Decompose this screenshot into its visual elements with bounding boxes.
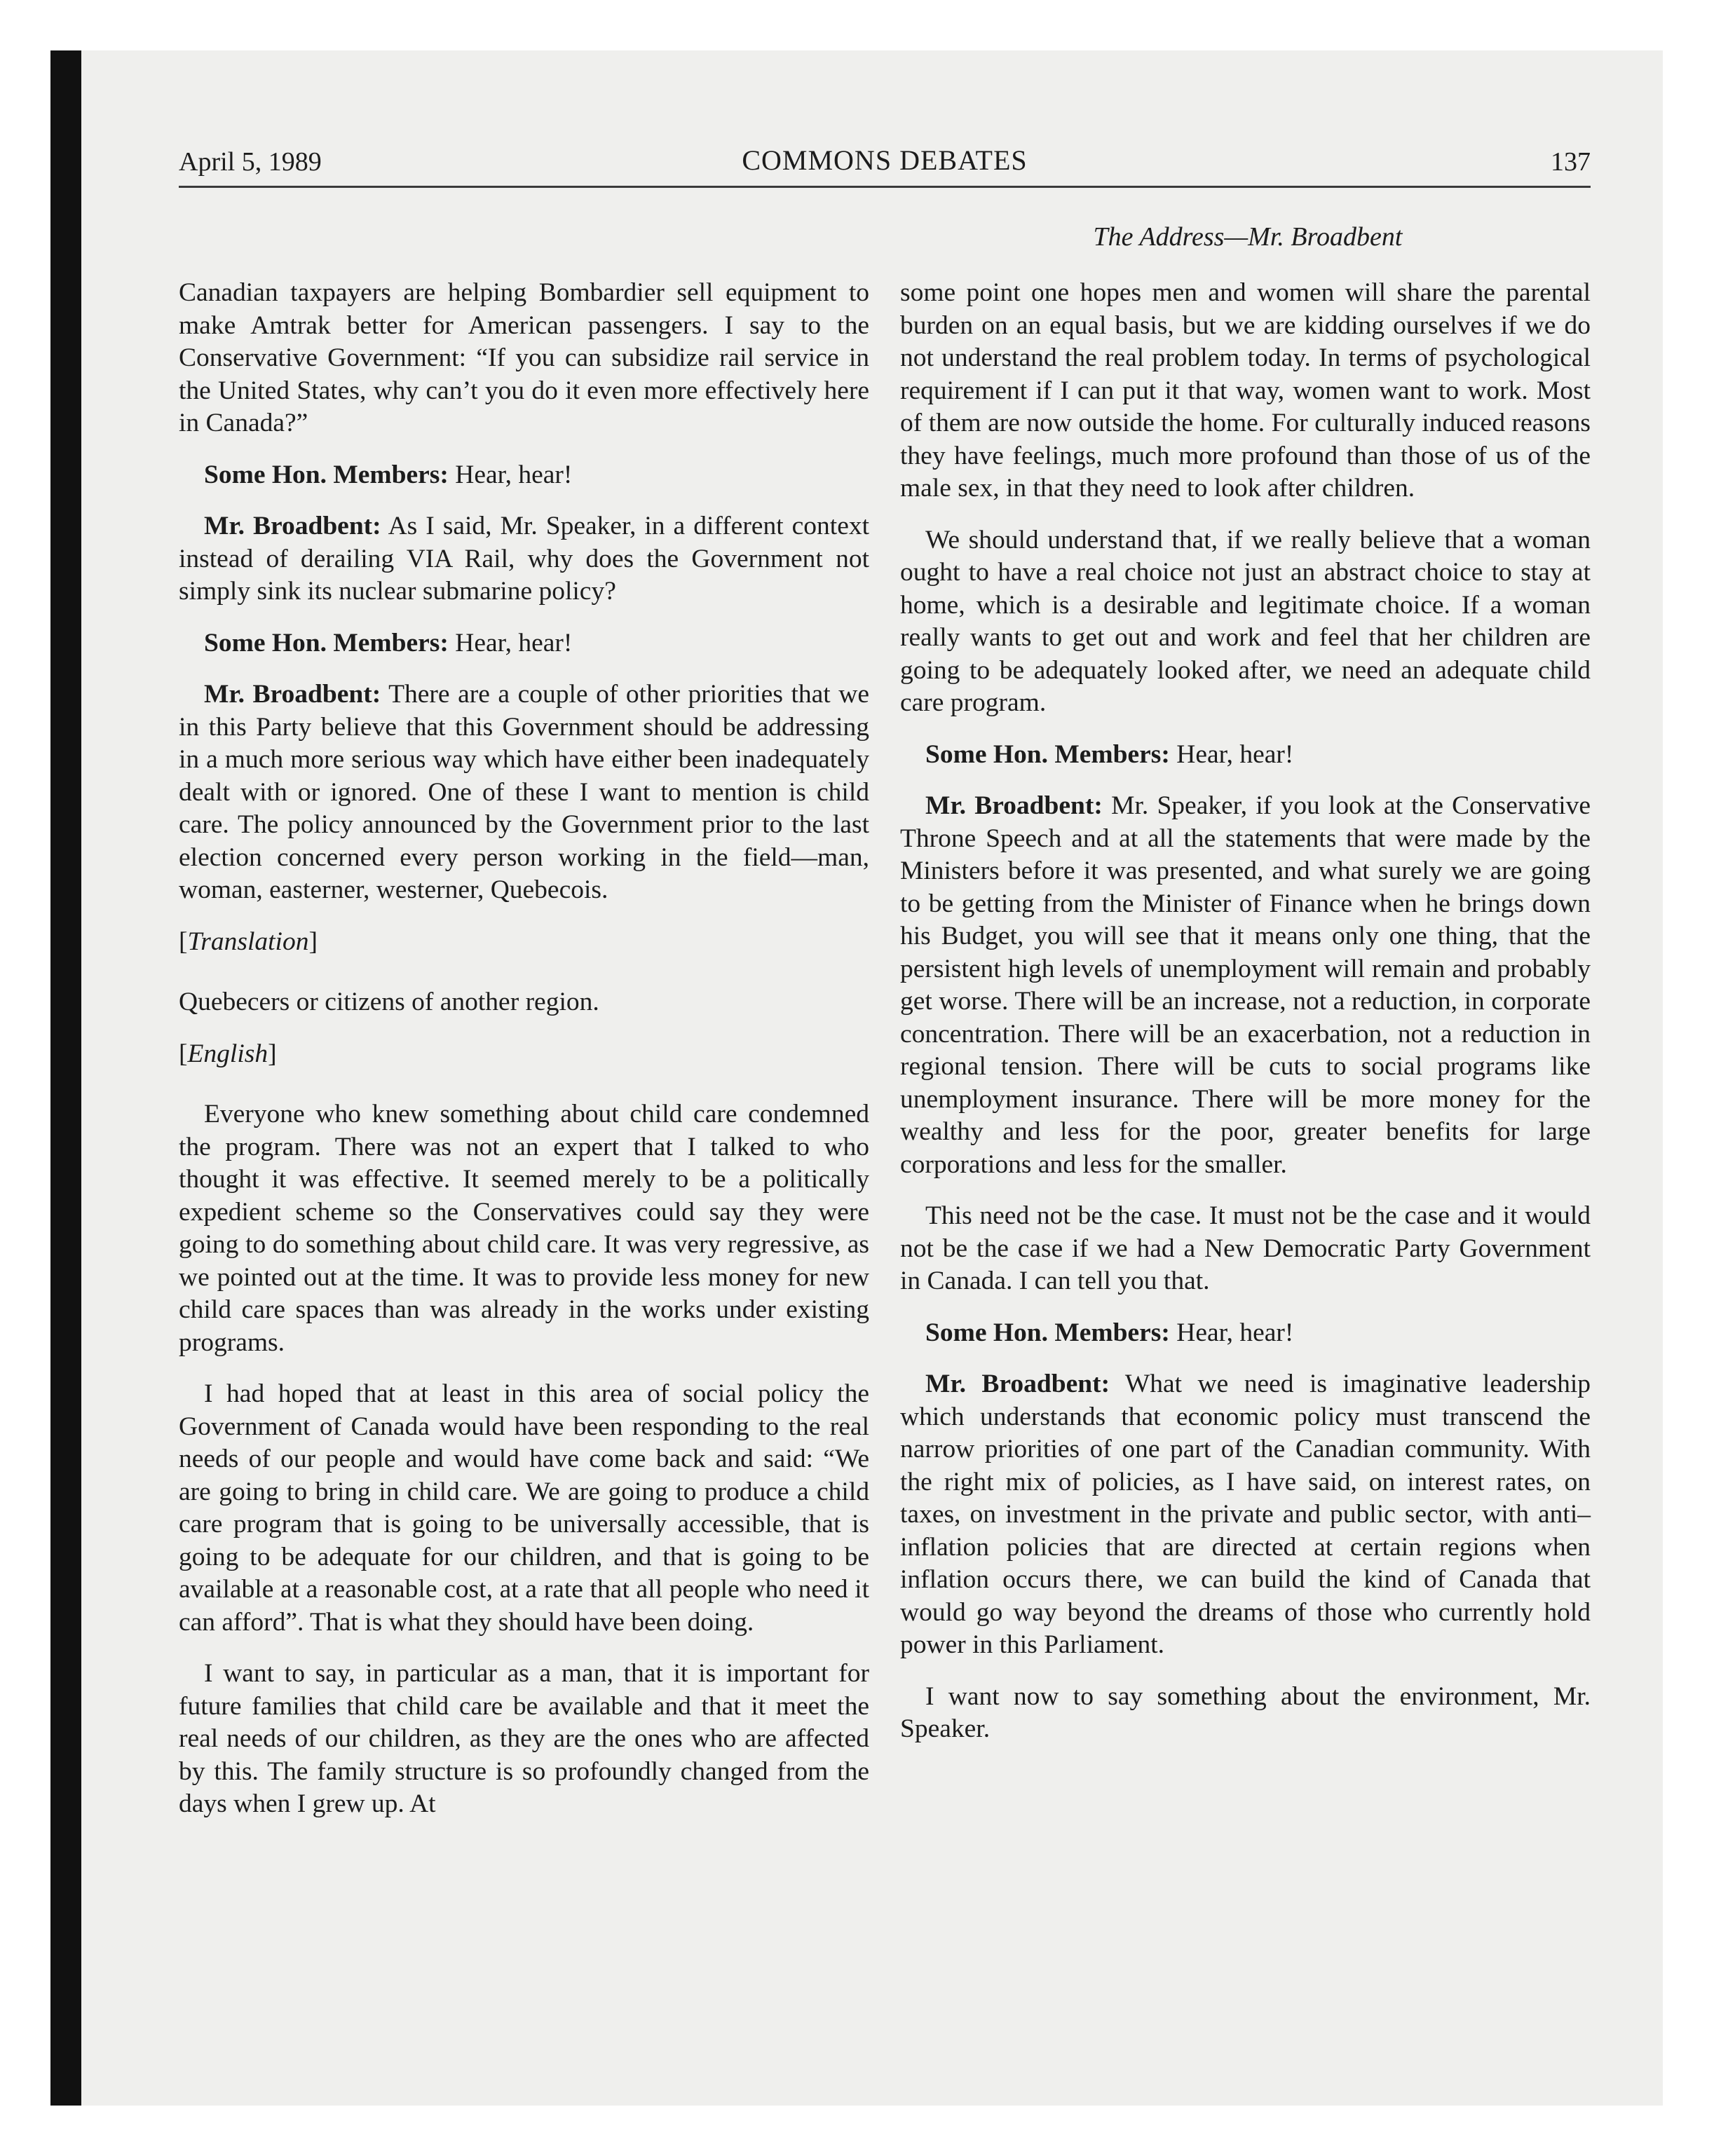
speech-text: Hear, hear! bbox=[1169, 1318, 1294, 1347]
header-date: April 5, 1989 bbox=[179, 147, 322, 177]
paragraph: I had hoped that at least in this area of social policy the Government of Canada would have been responding to the real needs of our people and would have come back and said: “We are going to bring in child care. We are going to produce a child care program that is going to be universally accessible, that is going to be adequate for our children, and that is going to be available at a reasonable cost, at a rate that all people who need it can afford”. That is what they should have been doing. bbox=[179, 1379, 869, 1637]
speech-text: Mr. Speaker, if you look at the Conservative Throne Speech and at all the statements that were made by the Ministers before it was presented, and what surely we are going to be getting from the Minister of Finance when he brings down his Budget, you will see that it means only one thing, that the persistent high levels of unemployment will remain and probably get worse. There will be an increase, not a reduction, in corporate concentration. There will be an exacerbation, not a reduction in regional tension. There will be cuts to social programs like unemployment insurance. There will be more money for the wealthy and less for the poor, greater benefits for large corporations and less for the smaller. bbox=[900, 791, 1591, 1179]
speaker-label: Some Hon. Members: bbox=[204, 460, 449, 489]
paragraph bbox=[179, 678, 869, 907]
left-column bbox=[179, 277, 869, 1840]
paragraph bbox=[179, 627, 869, 660]
language-tag: [English] bbox=[179, 1039, 277, 1068]
paragraph: Canadian taxpayers are helping Bombardier sell equipment to make Amtrak better for American passengers. I say to the Conservative Government: “If you can subsidize rail service in the United States, why can’t you do it even more effectively here in Canada?” bbox=[179, 278, 869, 437]
speech-text: As I said, Mr. Speaker, in a different context instead of derailing VIA Rail, why does the Government not simply sink its nuclear submarine policy? bbox=[179, 512, 870, 606]
paragraph bbox=[900, 790, 1591, 1181]
speech-text: Hear, hear! bbox=[1169, 739, 1294, 769]
speaker-label: Mr. Broadbent: bbox=[204, 680, 381, 709]
scan-edge-bar bbox=[50, 50, 81, 2106]
header-title: COMMONS DEBATES bbox=[742, 144, 1028, 176]
speaker-label: Mr. Broadbent: bbox=[925, 791, 1103, 820]
language-tag-text: Translation bbox=[187, 927, 309, 956]
speech-text: Hear, hear! bbox=[448, 628, 573, 657]
paragraph: We should understand that, if we really believe that a woman ought to have a real choice not just an abstract choice to stay at home, which is a desirable and legitimate choice. If a woman really wants to get out and work and feel that her children are going to be adequately looked after, we need an adequate child care program. bbox=[900, 525, 1591, 717]
speech-text: There are a couple of other priorities that we in this Party believe that this Government should be addressing in a much more serious way which have either been inadequately dealt with or ignored. One of these I want to mention is child care. The policy announced by the Government prior to the last election concerned every person working in the field—man, woman, easterner, westerner, Quebecois. bbox=[179, 680, 869, 904]
speaker-label: Some Hon. Members: bbox=[204, 628, 449, 657]
paragraph: This need not be the case. It must not be the case and it would not be the case if we had a New Democratic Party Government in Canada. I can tell you that. bbox=[900, 1201, 1591, 1295]
language-tag: [Translation] bbox=[179, 927, 318, 956]
paragraph: some point one hopes men and women will share the parental burden on an equal basis, but we are kidding ourselves if we do not understand the real problem today. In terms of psychological requirement if I can put it that way, women want to work. Most of them are now outside the home. For culturally induced reasons they have feelings, much more profound than those of us of the male sex, in that they need to look after children. bbox=[900, 278, 1591, 503]
page-header bbox=[179, 144, 1591, 188]
speaker-label: Mr. Broadbent: bbox=[925, 1370, 1110, 1398]
right-column bbox=[900, 277, 1591, 1765]
paragraph: I want to say, in particular as a man, that it is important for future families that child care be available and that it meet the real needs of our children, as they are the ones who are affected by this. The family structure is so profoundly changed from the days when I grew up. At bbox=[179, 1659, 869, 1818]
language-tag-text: English bbox=[187, 1039, 268, 1068]
speech-text: Hear, hear! bbox=[448, 460, 573, 489]
running-head: The Address—Mr. Broadbent bbox=[1093, 222, 1403, 252]
paragraph bbox=[900, 1317, 1591, 1350]
page-number: 137 bbox=[1551, 147, 1591, 177]
paragraph: Everyone who knew something about child care condemned the program. There was not an expert that I talked to who thought it was effective. It seemed merely to be a politically expedient scheme so the Conservatives could say they were going to do something about child care. It was very regressive, as we pointed out at the time. It was to provide less money for new child care spaces than was already in the works under existing programs. bbox=[179, 1100, 869, 1357]
speaker-label: Some Hon. Members: bbox=[925, 1318, 1170, 1347]
paragraph: Quebecers or citizens of another region. bbox=[179, 988, 599, 1016]
paragraph bbox=[179, 459, 869, 492]
speaker-label: Mr. Broadbent: bbox=[204, 512, 381, 540]
paragraph: I want now to say something about the environment, Mr. Speaker. bbox=[900, 1681, 1591, 1743]
speech-text: What we need is imaginative leadership which understands that economic policy must transcend the narrow priorities of one part of the Canadian community. With the right mix of policies, as I have said, on interest rates, on taxes, on investment in the private and public sector, with anti–inflation policies that are directed at certain regions when inflation occurs there, we can build the kind of Canada that would go way beyond the dreams of those who currently hold power in this Parliament. bbox=[900, 1370, 1591, 1659]
paragraph bbox=[900, 739, 1591, 772]
paragraph bbox=[179, 510, 869, 608]
speaker-label: Some Hon. Members: bbox=[925, 739, 1170, 769]
paragraph bbox=[900, 1368, 1591, 1662]
